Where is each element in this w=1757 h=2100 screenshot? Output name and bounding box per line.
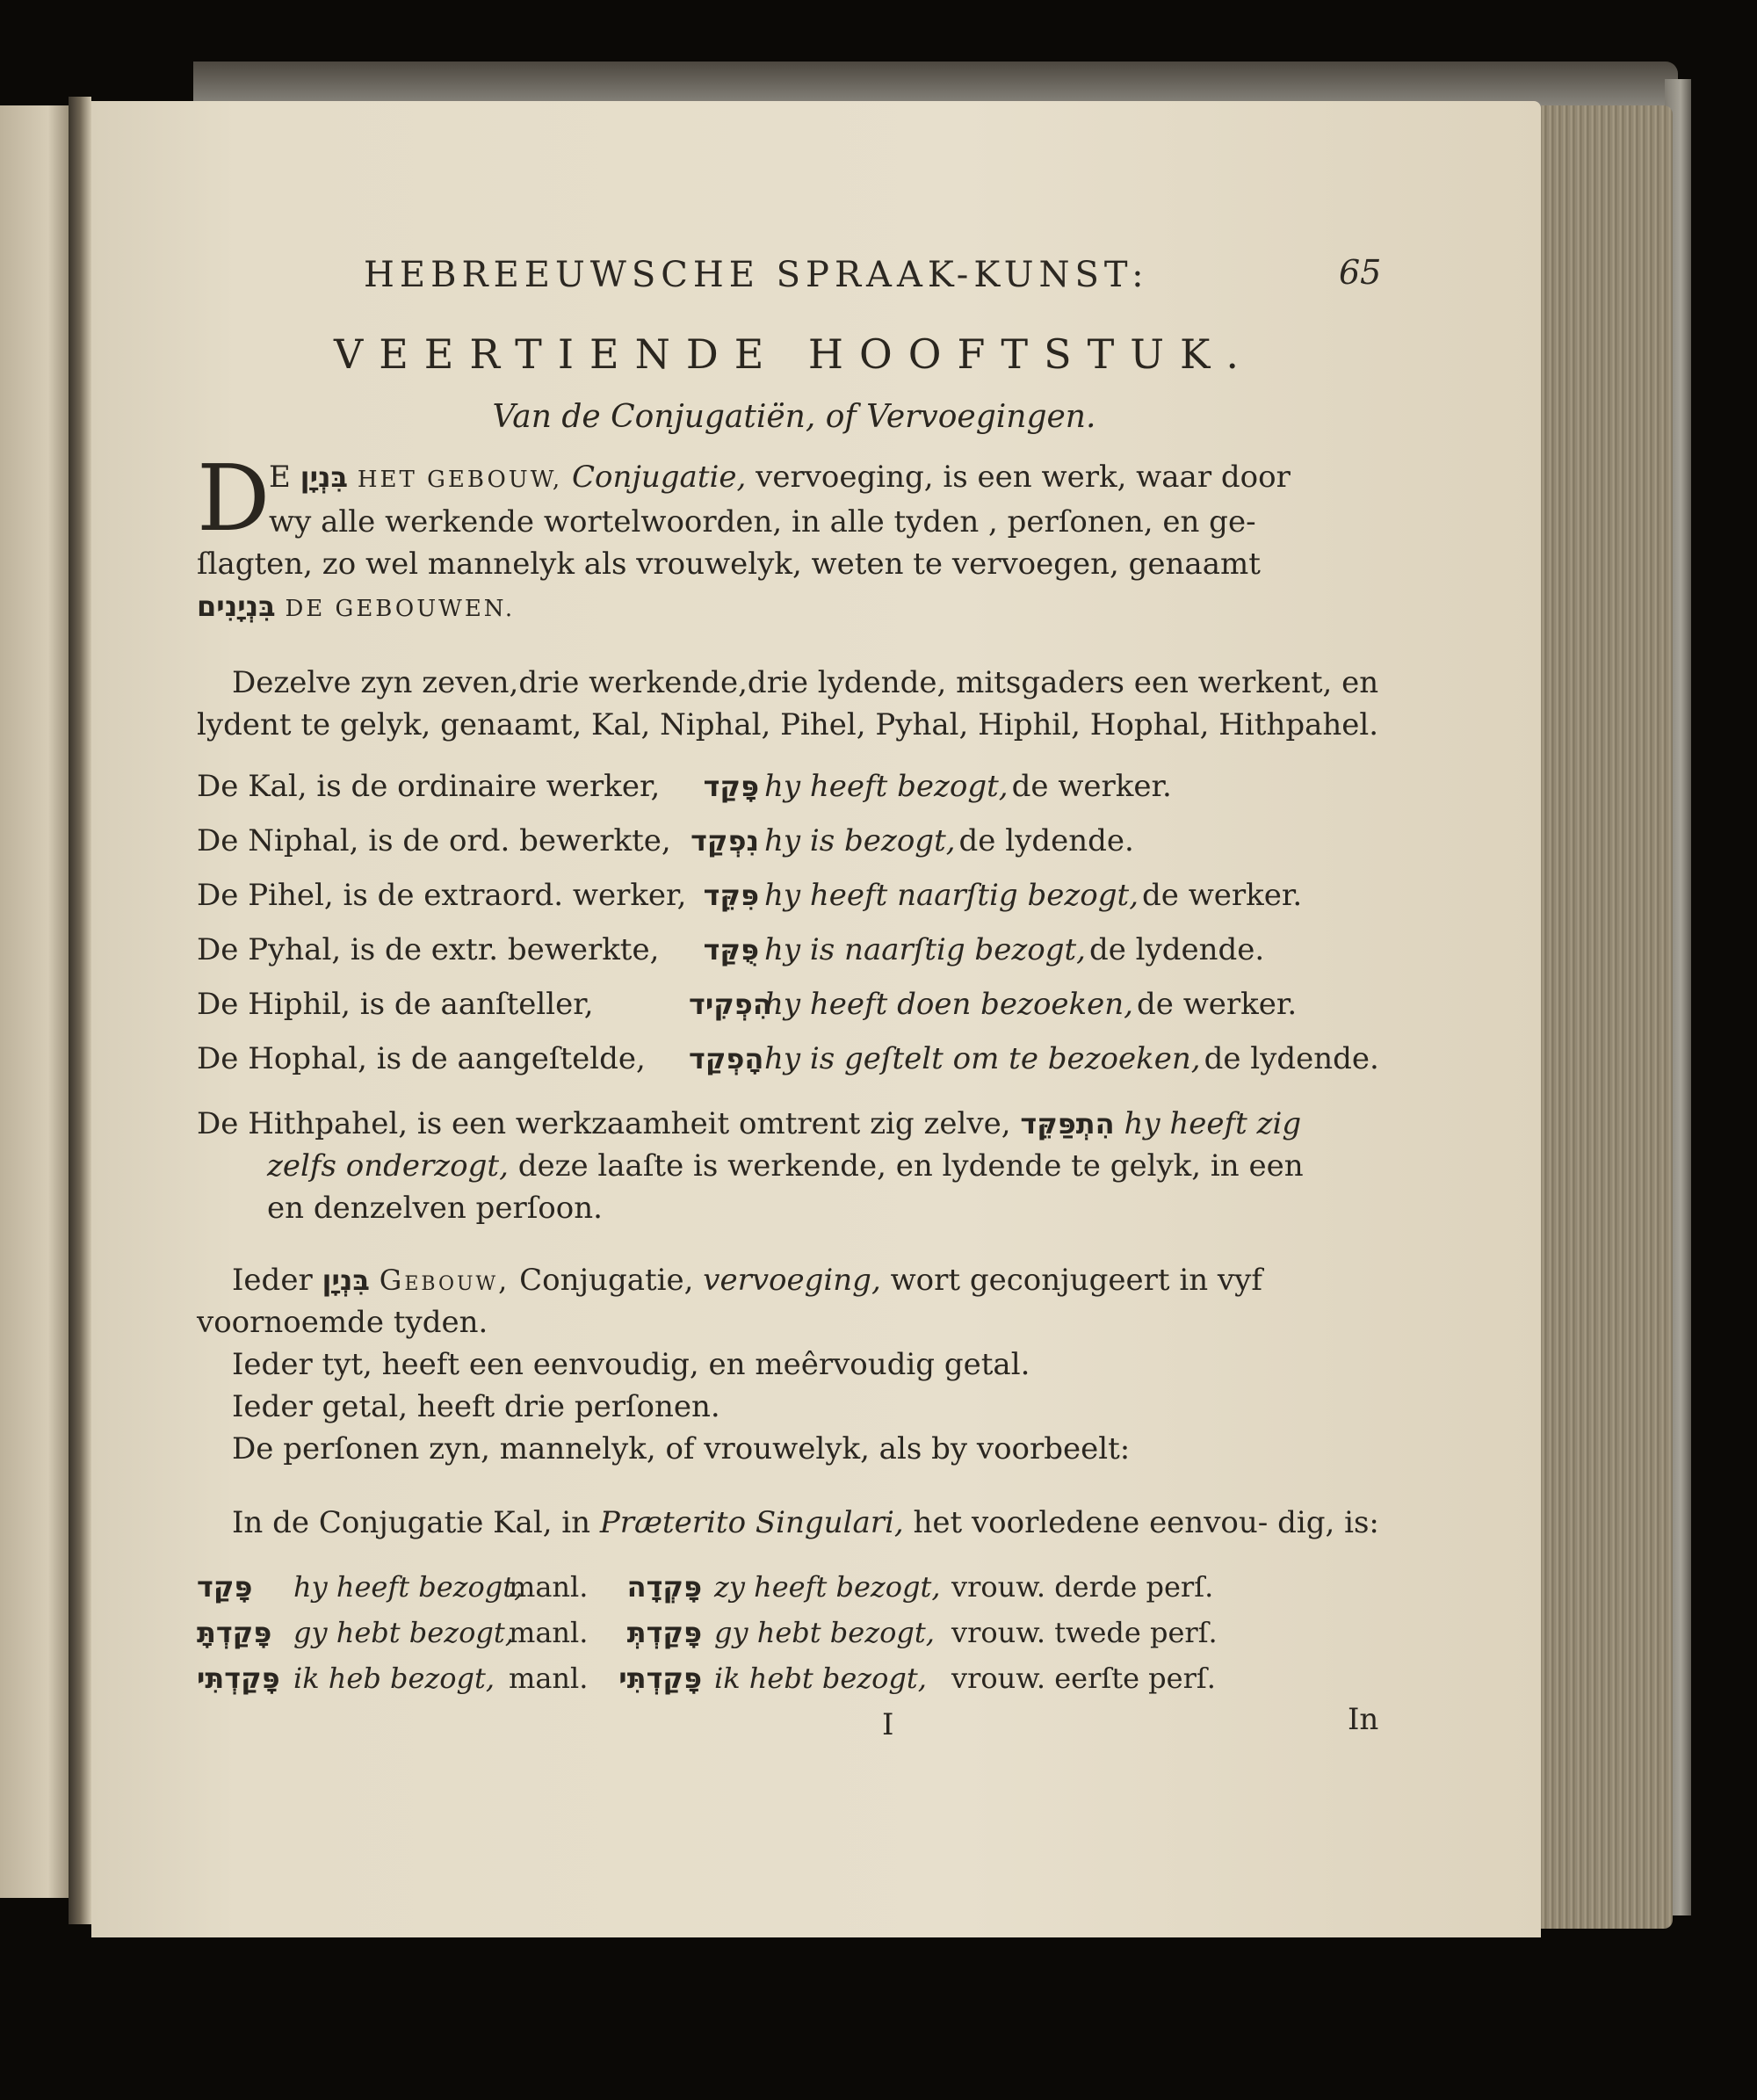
hebrew-word: הִתְפַּקֵּד (1020, 1107, 1115, 1141)
small-caps-text: Gebouw, (379, 1264, 510, 1297)
rule-line-4: Ieder getal, heeft drie perſonen. (232, 1389, 720, 1424)
hebrew-word: הָפְקַד (689, 1042, 764, 1075)
conj-gloss: hy heeft naarſtig bezogt, (764, 878, 1139, 913)
hithpahel-entry (197, 1103, 1392, 1229)
conj-gloss: hy is bezogt, (764, 823, 956, 858)
intro-line-2: wy alle werkende wortelwoorden, in alle tyden , perſonen, en ge- (269, 504, 1256, 539)
conj-gloss: hy heeft doen bezoeken, (764, 987, 1133, 1022)
conjugation-row (197, 823, 1392, 878)
kal-paragraph (197, 1502, 1392, 1544)
paradigm-gloss: hy heeft bezogt, (293, 1570, 524, 1604)
signature-mark: I (882, 1707, 894, 1742)
page-header (197, 246, 1392, 299)
chapter-subtitle: Van de Conjugatiën, of Vervoegingen. (492, 399, 1096, 435)
conj-name: De Hiphil, is de aanſteller, (197, 987, 594, 1022)
conj-type: de lydende. (958, 823, 1134, 858)
conj-gloss: hy heeft bezogt, (764, 769, 1009, 804)
intro-line-3: ſlagten, zo wel mannelyk als vrouwelyk, weten te vervoegen, genaamt (197, 547, 1261, 582)
rule-text: Ieder (232, 1263, 313, 1298)
rule-line-5: De perſonen zyn, mannelyk, of vrouwelyk, als by voorbeelt: (232, 1431, 1131, 1466)
conj-name: De Niphal, is de ord. bewerkte, (197, 823, 671, 858)
hebrew-word: פָּקַד (703, 770, 759, 803)
conj-type: de werker. (1142, 878, 1303, 913)
catchword: In (1348, 1702, 1379, 1737)
kal-text: het voorledene eenvou- (913, 1505, 1269, 1540)
gender-label: manl. (509, 1616, 589, 1649)
italic-term: Præterito Singulari, (599, 1505, 904, 1540)
rule-line-3: Ieder tyt, heeft een eenvoudig, en meêrvoudig getal. (232, 1347, 1030, 1382)
gender-label: manl. (509, 1570, 589, 1604)
paradigm-gloss: gy hebt bezogt, (293, 1616, 514, 1649)
person-label: vrouw. derde perſ. (951, 1570, 1214, 1604)
conj-gloss: zelfs onderzogt, (267, 1148, 509, 1184)
conjugation-list-paragraph: Dezelve zyn zeven,drie werkende,drie lydende, mitsgaders een werkent, en lydent te gelyk, genaamt, Kal, Niphal, Pihel, Pyhal, Hiphil, Hophal, Hithpahel. (197, 665, 1379, 742)
conj-gloss: hy is geſtelt om te bezoeken, (764, 1041, 1201, 1076)
rule-line-2: voornoemde tyden. (197, 1305, 488, 1340)
paradigm-gloss: zy heeft bezogt, (714, 1570, 941, 1604)
italic-term: Conjugatie, (571, 460, 747, 495)
hebrew-word: בִּנְיָן (322, 1264, 370, 1297)
paradigm-row (197, 1616, 1392, 1662)
conjugation-row (197, 769, 1392, 823)
hithpahel-line-1 (197, 1103, 1392, 1145)
page-fore-edge (1541, 105, 1673, 1929)
conj-name: De Hophal, is de aangeſtelde, (197, 1041, 646, 1076)
conjugation-row (197, 878, 1392, 932)
running-head: HEBREEUWSCHE SPRAAK-KUNST: (364, 255, 1149, 295)
conjugation-row (197, 987, 1392, 1041)
italic-term: vervoeging, (703, 1263, 881, 1298)
person-label: vrouw. eerſte perſ. (951, 1662, 1216, 1695)
conj-name: De Pihel, is de extraord. werker, (197, 878, 687, 913)
intro-e: E (269, 460, 291, 495)
hebrew-word: פָּקַדְתְּ (626, 1616, 702, 1649)
conj-type: de lydende. (1204, 1041, 1379, 1076)
conjugation-rules (197, 1259, 1392, 1470)
hithpahel-line-2 (197, 1145, 1392, 1187)
paradigm-gloss: gy hebt bezogt, (714, 1616, 935, 1649)
conjugation-table (197, 769, 1392, 1096)
kal-text: In de Conjugatie Kal, in (232, 1505, 591, 1540)
conj-name: De Kal, is de ordinaire werker, (197, 769, 661, 804)
hebrew-word: פָּקַדְתִּי (197, 1662, 280, 1695)
book-page (91, 101, 1541, 1937)
gender-label: manl. (509, 1662, 589, 1695)
hebrew-word: פָּקְדָה (626, 1570, 702, 1604)
conj-type: de werker. (1011, 769, 1172, 804)
hithpahel-line-3: en denzelven perſoon. (267, 1191, 603, 1226)
conj-gloss: hy heeft zig (1124, 1106, 1302, 1141)
hebrew-word: נִפְקַד (691, 824, 759, 858)
paradigm-row (197, 1570, 1392, 1616)
conjugation-row (197, 932, 1392, 987)
chapter-title: VEERTIENDE HOOFTSTUK. (333, 330, 1255, 378)
hebrew-word: פָּקַד (197, 1570, 253, 1604)
drop-cap: D (197, 445, 271, 552)
conj-gloss: hy is naarſtig bezogt, (764, 932, 1086, 967)
paradigm-table (197, 1570, 1392, 1707)
hithpahel-text: deze laaſte is werkende, en lydende te gelyk, in een (517, 1148, 1304, 1184)
facing-page-edge (0, 105, 69, 1898)
hebrew-word: פִּקֵּד (703, 879, 759, 912)
rule-line-1 (197, 1259, 1392, 1301)
intro-line-1-rest: vervoeging, is een werk, waar door (756, 460, 1291, 495)
paradigm-gloss: ik hebt bezogt, (714, 1662, 927, 1695)
conj-name: De Pyhal, is de extr. bewerkte, (197, 932, 660, 967)
hebrew-word: פָּקַדְתִּי (618, 1662, 702, 1695)
intro-line-4 (197, 585, 1392, 630)
hebrew-word: פָּקַדְתָּ (197, 1616, 272, 1649)
person-label: vrouw. twede perſ. (951, 1616, 1218, 1649)
small-caps-text: HET GEBOUW, (357, 467, 563, 493)
hebrew-word: פֻּקַּד (703, 933, 759, 967)
intro-line-1 (269, 456, 1392, 501)
book-gutter (69, 97, 91, 1924)
hebrew-word: בִּנְיָנִים (197, 590, 276, 623)
rule-text: Conjugatie, (519, 1263, 694, 1298)
text-block (197, 246, 1392, 1746)
conj-type: de lydende. (1088, 932, 1265, 967)
rule-text: wort geconjugeert in vyf (890, 1263, 1262, 1298)
paradigm-row (197, 1662, 1392, 1707)
hebrew-word: בִּנְיָן (300, 460, 349, 494)
conj-name: De Hithpahel, is een werkzaamheit omtrent zig zelve, (197, 1106, 1011, 1141)
hebrew-word: הִפְקִיד (689, 988, 772, 1021)
paradigm-gloss: ik heb bezogt, (293, 1662, 495, 1695)
conj-type: de werker. (1137, 987, 1298, 1022)
page-number: 65 (1339, 253, 1382, 292)
intro-paragraph (197, 445, 1392, 630)
conjugation-row (197, 1041, 1392, 1096)
small-caps-text: DE GEBOUWEN. (285, 596, 516, 622)
kal-text: dig, is: (1277, 1505, 1379, 1540)
page-footer (197, 1702, 1392, 1746)
